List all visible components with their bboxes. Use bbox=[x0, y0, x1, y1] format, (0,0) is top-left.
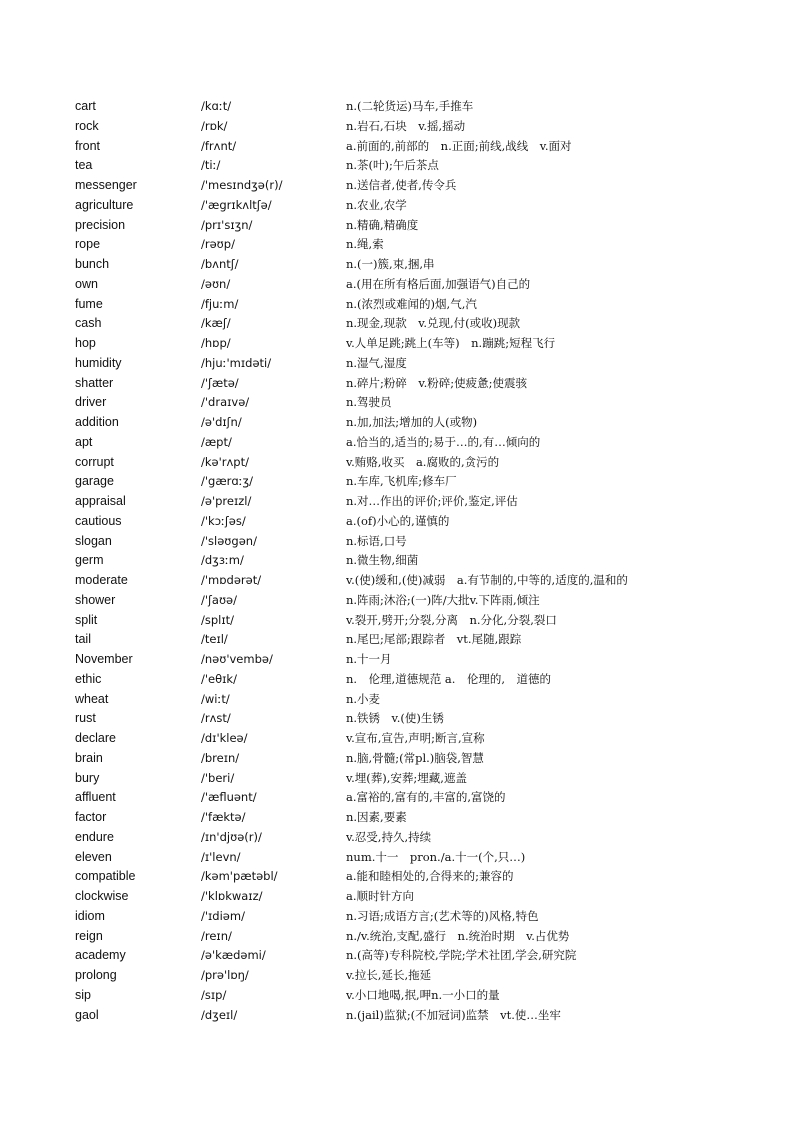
vocab-pronunciation: /'draɪvə/ bbox=[201, 395, 250, 410]
vocab-word: addition bbox=[75, 415, 119, 429]
vocab-pronunciation: /bʌntʃ/ bbox=[201, 257, 239, 271]
vocab-pronunciation: /rɒk/ bbox=[201, 118, 228, 133]
vocab-row bbox=[75, 966, 775, 986]
vocab-meaning: a.顺时针方向 bbox=[346, 889, 415, 903]
vocab-word: gaol bbox=[75, 1007, 99, 1022]
vocab-meaning: n.十一月 bbox=[346, 652, 392, 666]
vocab-meaning: n.(jail)监狱;(不加冠词)监禁 vt.使…坐牢 bbox=[346, 1007, 561, 1022]
vocab-row bbox=[75, 492, 775, 512]
vocab-pronunciation: /dɪ'kleə/ bbox=[201, 731, 248, 745]
vocab-row bbox=[75, 532, 775, 552]
vocab-row bbox=[75, 176, 775, 196]
vocab-row bbox=[75, 354, 775, 374]
vocab-pronunciation: /hɒp/ bbox=[201, 336, 231, 350]
vocab-pronunciation: /'ʃaʊə/ bbox=[201, 592, 237, 607]
vocab-row bbox=[75, 512, 775, 532]
vocab-pronunciation: /dʒeɪl/ bbox=[201, 1007, 238, 1022]
vocab-row bbox=[75, 453, 775, 473]
vocab-row bbox=[75, 591, 775, 611]
vocab-pronunciation: /ə'kædəmi/ bbox=[201, 948, 266, 963]
vocab-word: precision bbox=[75, 217, 126, 232]
vocab-row bbox=[75, 650, 775, 670]
vocab-pronunciation: /hjuː'mɪdəti/ bbox=[201, 355, 272, 370]
vocab-word: tea bbox=[75, 158, 93, 173]
vocab-meaning: n.送信者,使者,传令兵 bbox=[346, 178, 457, 192]
vocab-meaning: a.恰当的,适当的;易于…的,有…倾向的 bbox=[346, 434, 541, 449]
vocab-word: split bbox=[75, 612, 98, 627]
vocab-row bbox=[75, 769, 775, 789]
vocab-meaning: n.精确,精确度 bbox=[346, 217, 419, 232]
vocab-pronunciation: /rʌst/ bbox=[201, 711, 231, 726]
vocab-word: humidity bbox=[75, 355, 122, 370]
vocab-meaning: n.对…作出的评价;评价,鉴定,评估 bbox=[346, 494, 518, 508]
vocab-pronunciation: /dʒɜːm/ bbox=[201, 553, 244, 568]
vocab-row bbox=[75, 374, 775, 394]
vocab-word: driver bbox=[75, 395, 107, 410]
vocab-meaning: n.驾驶员 bbox=[346, 395, 392, 410]
vocab-pronunciation: /'ægrɪkʌltʃə/ bbox=[201, 197, 272, 212]
vocab-row bbox=[75, 117, 775, 137]
vocab-pronunciation: /'æfluənt/ bbox=[201, 790, 257, 805]
vocab-pronunciation: /ɪn'djʊə(r)/ bbox=[201, 829, 262, 844]
vocab-word: clockwise bbox=[75, 889, 129, 903]
vocab-word: corrupt bbox=[75, 454, 114, 469]
vocab-pronunciation: /ə'dɪʃn/ bbox=[201, 415, 242, 429]
vocab-row bbox=[75, 709, 775, 729]
vocab-word: cart bbox=[75, 99, 96, 113]
vocab-word: brain bbox=[75, 750, 103, 765]
vocab-row bbox=[75, 867, 775, 887]
vocab-meaning: v.忍受,持久,持续 bbox=[346, 829, 432, 844]
vocab-meaning: n. 伦理,道德规范 a. 伦理的, 道德的 bbox=[346, 671, 552, 686]
vocab-pronunciation: /fjuːm/ bbox=[201, 296, 239, 311]
vocab-row bbox=[75, 670, 775, 690]
vocab-word: wheat bbox=[75, 691, 109, 706]
vocab-meaning: n.(浓烈或难闻的)烟,气,汽 bbox=[346, 296, 477, 311]
vocab-meaning: n.标语,口号 bbox=[346, 533, 407, 548]
vocab-meaning: n.加,加法;增加的人(或物) bbox=[346, 415, 478, 429]
vocab-pronunciation: /kə'rʌpt/ bbox=[201, 454, 249, 469]
vocab-pronunciation: /ə'preɪzl/ bbox=[201, 494, 252, 508]
vocab-meaning: n.岩石,石块 v.摇,摇动 bbox=[346, 118, 466, 133]
vocab-word: bury bbox=[75, 770, 100, 785]
vocab-pronunciation: /ɪ'levn/ bbox=[201, 849, 241, 864]
vocab-pronunciation: /kɑːt/ bbox=[201, 99, 232, 113]
vocab-word: eleven bbox=[75, 849, 112, 864]
vocab-word: sip bbox=[75, 987, 91, 1002]
vocab-meaning: n.现金,现款 v.兑现,付(或收)现款 bbox=[346, 316, 521, 331]
vocab-pronunciation: /breɪn/ bbox=[201, 750, 240, 765]
vocabulary-list bbox=[75, 97, 775, 1025]
vocab-pronunciation: /'beri/ bbox=[201, 770, 235, 785]
vocab-row bbox=[75, 393, 775, 413]
vocab-row bbox=[75, 571, 775, 591]
vocab-meaning: a.富裕的,富有的,丰富的,富饶的 bbox=[346, 790, 506, 805]
vocab-row bbox=[75, 986, 775, 1006]
vocab-meaning: n.车库,飞机库;修车厂 bbox=[346, 474, 457, 489]
vocab-pronunciation: /prɪ'sɪʒn/ bbox=[201, 217, 253, 232]
vocab-pronunciation: /'mesɪndʒə(r)/ bbox=[201, 178, 283, 192]
vocab-row bbox=[75, 690, 775, 710]
vocab-pronunciation: /æpt/ bbox=[201, 434, 232, 449]
vocab-word: appraisal bbox=[75, 494, 126, 508]
vocab-meaning: v.拉长,延长,拖延 bbox=[346, 968, 432, 982]
vocab-word: front bbox=[75, 138, 101, 153]
vocab-word: cash bbox=[75, 316, 102, 331]
vocab-meaning: a.(用在所有格后面,加强语气)自己的 bbox=[346, 276, 531, 291]
vocab-row bbox=[75, 788, 775, 808]
vocab-word: rope bbox=[75, 237, 101, 252]
vocab-pronunciation: /'mɒdərət/ bbox=[201, 573, 262, 587]
vocab-row bbox=[75, 848, 775, 868]
vocab-meaning: v.人单足跳;跳上(车等) n.蹦跳;短程飞行 bbox=[346, 336, 556, 350]
vocab-row bbox=[75, 255, 775, 275]
vocab-pronunciation: /teɪl/ bbox=[201, 632, 228, 647]
vocab-word: shower bbox=[75, 592, 116, 607]
vocab-word: germ bbox=[75, 553, 104, 568]
vocab-word: rust bbox=[75, 711, 96, 726]
vocab-row bbox=[75, 196, 775, 216]
vocab-meaning: n.脑,骨髓;(常pl.)脑袋,智慧 bbox=[346, 750, 484, 765]
vocab-row bbox=[75, 235, 775, 255]
vocab-pronunciation: /tiː/ bbox=[201, 158, 221, 173]
vocab-row bbox=[75, 433, 775, 453]
vocab-word: moderate bbox=[75, 573, 128, 587]
vocab-word: academy bbox=[75, 948, 126, 963]
vocab-word: reign bbox=[75, 928, 103, 943]
vocab-meaning: n.微生物,细菌 bbox=[346, 553, 419, 568]
vocab-word: agriculture bbox=[75, 197, 134, 212]
vocab-row bbox=[75, 97, 775, 117]
vocab-row bbox=[75, 927, 775, 947]
vocab-pronunciation: /'eθɪk/ bbox=[201, 671, 237, 686]
vocab-word: idiom bbox=[75, 908, 105, 923]
vocab-meaning: n.茶(叶);午后茶点 bbox=[346, 158, 439, 173]
vocab-pronunciation: /wiːt/ bbox=[201, 691, 230, 706]
vocab-word: shatter bbox=[75, 375, 114, 390]
vocab-pronunciation: /'ɪdiəm/ bbox=[201, 908, 245, 923]
vocab-word: own bbox=[75, 276, 98, 291]
vocab-pronunciation: /'klɒkwaɪz/ bbox=[201, 889, 263, 903]
vocab-meaning: n.(二轮货运)马车,手推车 bbox=[346, 99, 474, 113]
vocab-meaning: v.宣布,宣告,声明;断言,宣称 bbox=[346, 731, 485, 745]
vocab-pronunciation: /kəm'pætəbl/ bbox=[201, 869, 278, 884]
vocab-row bbox=[75, 156, 775, 176]
vocab-word: fume bbox=[75, 296, 103, 311]
vocab-pronunciation: /'gærɑːʒ/ bbox=[201, 474, 254, 489]
vocab-meaning: n.小麦 bbox=[346, 691, 381, 706]
vocab-row bbox=[75, 551, 775, 571]
vocab-word: affluent bbox=[75, 790, 116, 805]
vocab-row bbox=[75, 828, 775, 848]
vocab-row bbox=[75, 749, 775, 769]
vocab-row bbox=[75, 1006, 775, 1026]
vocab-word: apt bbox=[75, 434, 93, 449]
vocab-word: tail bbox=[75, 632, 91, 647]
vocab-meaning: num.十一 pron./a.十一(个,只…) bbox=[346, 849, 526, 864]
vocab-word: cautious bbox=[75, 513, 122, 528]
vocab-word: messenger bbox=[75, 178, 137, 192]
vocab-pronunciation: /frʌnt/ bbox=[201, 138, 237, 153]
vocab-word: garage bbox=[75, 474, 114, 489]
vocab-row bbox=[75, 887, 775, 907]
vocab-meaning: a.(of)小心的,谨慎的 bbox=[346, 513, 450, 528]
vocab-meaning: a.能和睦相处的,合得来的;兼容的 bbox=[346, 869, 514, 884]
vocab-meaning: n.农业,农学 bbox=[346, 197, 407, 212]
vocab-meaning: n.(高等)专科院校,学院;学术社团,学会,研究院 bbox=[346, 948, 577, 963]
vocab-row bbox=[75, 275, 775, 295]
vocab-row bbox=[75, 630, 775, 650]
vocab-word: hop bbox=[75, 336, 96, 350]
vocab-pronunciation: /splɪt/ bbox=[201, 612, 235, 627]
vocab-pronunciation: /'ʃætə/ bbox=[201, 375, 239, 390]
vocab-pronunciation: /'fæktə/ bbox=[201, 810, 246, 824]
vocab-pronunciation: /nəʊ'vembə/ bbox=[201, 652, 273, 666]
vocab-word: endure bbox=[75, 829, 114, 844]
vocab-row bbox=[75, 611, 775, 631]
vocab-pronunciation: /rəʊp/ bbox=[201, 237, 235, 252]
vocab-word: rock bbox=[75, 118, 99, 133]
vocab-meaning: a.前面的,前部的 n.正面;前线,战线 v.面对 bbox=[346, 138, 572, 153]
vocab-row bbox=[75, 907, 775, 927]
vocab-word: factor bbox=[75, 810, 107, 824]
vocab-row bbox=[75, 216, 775, 236]
vocab-word: declare bbox=[75, 731, 116, 745]
vocab-meaning: n.绳,索 bbox=[346, 237, 384, 252]
vocab-meaning: n./v.统治,支配,盛行 n.统治时期 v.占优势 bbox=[346, 928, 570, 943]
vocab-word: November bbox=[75, 652, 133, 666]
vocab-meaning: n.因素,要素 bbox=[346, 810, 407, 824]
vocab-pronunciation: /'sləʊgən/ bbox=[201, 533, 257, 548]
vocab-row bbox=[75, 472, 775, 492]
vocab-word: ethic bbox=[75, 671, 102, 686]
vocab-word: compatible bbox=[75, 869, 136, 884]
vocab-meaning: v.裂开,劈开;分裂,分离 n.分化,分裂,裂口 bbox=[346, 612, 557, 627]
vocab-meaning: n.尾巴;尾部;跟踪者 vt.尾随,跟踪 bbox=[346, 632, 522, 647]
vocab-row bbox=[75, 413, 775, 433]
vocab-pronunciation: /kæʃ/ bbox=[201, 316, 231, 331]
vocab-meaning: n.铁锈 v.(使)生锈 bbox=[346, 711, 444, 726]
vocab-word: bunch bbox=[75, 257, 110, 271]
vocab-pronunciation: /'kɔːʃəs/ bbox=[201, 513, 246, 528]
vocab-meaning: n.阵雨;沐浴;(一)阵/大批v.下阵雨,倾注 bbox=[346, 592, 540, 607]
vocab-meaning: n.(一)簇,束,捆,串 bbox=[346, 257, 435, 271]
vocab-word: prolong bbox=[75, 968, 117, 982]
vocab-pronunciation: /prə'lɒŋ/ bbox=[201, 968, 249, 982]
vocab-row bbox=[75, 334, 775, 354]
vocab-meaning: v.贿赂,收买 a.腐败的,贪污的 bbox=[346, 454, 500, 469]
vocab-row bbox=[75, 729, 775, 749]
vocab-meaning: v.埋(葬),安葬;埋藏,遮盖 bbox=[346, 770, 467, 785]
vocab-meaning: v.(使)缓和,(使)减弱 a.有节制的,中等的,适度的,温和的 bbox=[346, 573, 628, 587]
vocab-pronunciation: /sɪp/ bbox=[201, 987, 227, 1002]
vocab-row bbox=[75, 808, 775, 828]
vocab-row bbox=[75, 295, 775, 315]
vocab-meaning: v.小口地喝,抿,呷n.一小口的量 bbox=[346, 987, 500, 1002]
vocab-row bbox=[75, 946, 775, 966]
vocab-meaning: n.碎片;粉碎 v.粉碎;使疲惫;使震骇 bbox=[346, 375, 527, 390]
vocab-row bbox=[75, 314, 775, 334]
vocab-row bbox=[75, 137, 775, 157]
vocab-pronunciation: /reɪn/ bbox=[201, 928, 232, 943]
vocab-pronunciation: /əʊn/ bbox=[201, 276, 231, 291]
vocab-meaning: n.湿气,湿度 bbox=[346, 355, 407, 370]
vocab-meaning: n.习语;成语方言;(艺术等的)风格,特色 bbox=[346, 908, 539, 923]
vocab-word: slogan bbox=[75, 533, 112, 548]
